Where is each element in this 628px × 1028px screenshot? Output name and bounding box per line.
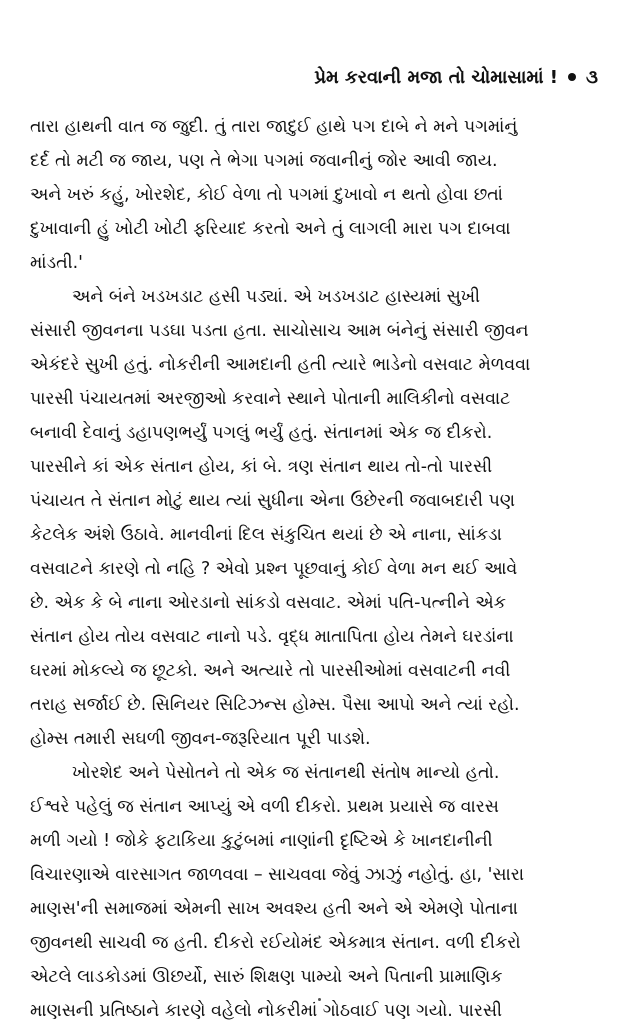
chapter-title: પ્રેમ કરવાની મજા તો ચોમાસામાં !: [314, 66, 558, 88]
text-line: માણસની પ્રતિષ્ઠાને કારણે વહેલો નોકરીમાં ગોઠવાઈ પણ ગયો. પારસી: [30, 1001, 502, 1021]
text-line: વિચારણાએ વારસાગત જાળવવા – સાચવવા જેવું ઝાઝું નહોતું. હા, 'સારા: [30, 865, 524, 885]
text-line: હોમ્સ તમારી સઘળી જીવન-જરૂરિયાત પૂરી પાડશે.: [30, 729, 371, 749]
text-line: પંચાયત તે સંતાન મોટું થાય ત્યાં સુધીના એના ઉછેરની જવાબદારી પણ: [30, 491, 515, 511]
page-number: ૩: [586, 66, 598, 88]
text-line: પારસી પંચાયતમાં અરજીઓ કરવાને સ્થાને પોતાની માલિકીનો વસવાટ: [30, 389, 511, 409]
bullet-separator: [568, 73, 576, 81]
text-line: તારા હાથની વાત જ જુદી. તું તારા જાદુઈ હાથે પગ દાબે ને મને પગમાંનું: [30, 117, 518, 137]
text-line: તરાહ સર્જાઈ છે. સિનિયર સિટિઝન્સ હોમ્સ. પૈસા આપો અને ત્યાં રહો.: [30, 695, 520, 715]
text-line: સંસારી જીવનના પડઘા પડતા હતા. સાચોસાચ આમ બંનેનું સંસારી જીવન: [30, 321, 529, 341]
text-line: સંતાન હોય તોય વસવાટ નાનો પડે. વૃદ્ધ માતાપિતા હોય તેમને ઘરડાંના: [30, 627, 514, 647]
body-text: [30, 110, 598, 1028]
text-line: ઈશ્વરે પહેલું જ સંતાન આપ્યું એ વળી દીકરો. પ્રથમ પ્રયાસે જ વારસ: [30, 797, 499, 817]
text-line: પારસીને કાં એક સંતાન હોય, કાં બે. ત્રણ સંતાન થાય તો-તો પારસી: [30, 457, 493, 477]
paragraph-start-line: અને બંને ખડખડાટ હસી પડ્યાં. એ ખડખડાટ હાસ્યમાં સુખી: [72, 287, 481, 307]
text-line: બનાવી દેવાનું ડહાપણભર્યું પગલું ભર્યું હતું. સંતાનમાં એક જ દીકરો.: [30, 423, 493, 443]
text-line: માંડતી.': [30, 253, 83, 273]
print-speck: [318, 998, 321, 1001]
text-line: એટલે લાડકોડમાં ઊછર્યો, સારું શિક્ષણ પામ્યો અને પિતાની પ્રામાણિક: [30, 967, 503, 987]
text-line: વસવાટને કારણે તો નહિ ? એવો પ્રશ્ન પૂછવાનું કોઈ વેળા મન થઈ આવે: [30, 559, 518, 579]
text-line: જીવનથી સાચવી જ હતી. દીકરો રઈયોમંદ એકમાત્ર સંતાન. વળી દીકરો: [30, 933, 521, 953]
text-line: છે. એક કે બે નાના ઓરડાનો સાંકડો વસવાટ. એમાં પતિ-પત્નીને એક: [30, 593, 506, 613]
running-header: [30, 62, 598, 92]
text-line: દુખાવાની હું ખોટી ખોટી ફરિયાદ કરતો અને તું લાગલી મારા પગ દાબવા: [30, 219, 511, 239]
text-line: એકંદરે સુખી હતું. નોકરીની આમદાની હતી ત્યારે ભાડેનો વસવાટ મેળવવા: [30, 355, 531, 375]
text-line: ઘરમાં મોકલ્યે જ છૂટકો. અને અત્યારે તો પારસીઓમાં વસવાટની નવી: [30, 661, 511, 681]
text-line: કેટલેક અંશે ઉઠાવે. માનવીનાં દિલ સંકુચિત થયાં છે એ નાના, સાંકડા: [30, 525, 502, 545]
text-line: અને ખરું કહું, ખોરશેદ, કોઈ વેળા તો પગમાં દુખાવો ન થતો હોવા છતાં: [30, 185, 503, 205]
text-line: માણસ'ની સમાજમાં એમની સાખ અવશ્ય હતી અને એ એમણે પોતાના: [30, 899, 518, 919]
text-line: દર્દ તો મટી જ જાય, પણ તે ભેગા પગમાં જવાનીનું જોર આવી જાય.: [30, 151, 498, 171]
paragraph-start-line: ખોરશેદ અને પેસોતને તો એક જ સંતાનથી સંતોષ માન્યો હતો.: [72, 763, 500, 783]
text-line: મળી ગયો ! જોકે ફટાકિયા કુટુંબમાં નાણાંની દૃષ્ટિએ કે ખાનદાનીની: [30, 831, 493, 851]
